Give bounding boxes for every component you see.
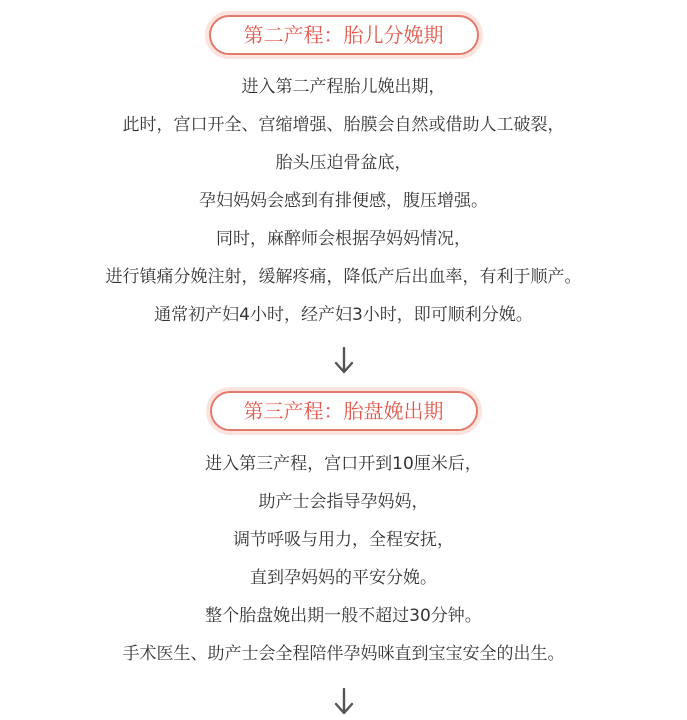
stage-2-line: 此时，宫口开全、宫缩增强、胎膜会自然或借助人工破裂， <box>122 115 565 135</box>
stage-3-line: 进入第三产程，宫口开到10厘米后， <box>205 454 482 474</box>
stage-2-line: 进入第二产程胎儿娩出期， <box>241 77 446 97</box>
stage-3-line: 整个胎盘娩出期一般不超过30分钟。 <box>205 606 482 626</box>
stage-3-description <box>0 445 687 673</box>
stage-2-line: 通常初产妇4小时，经产妇3小时，即可顺利分娩。 <box>154 305 533 325</box>
stage-2-title-pill <box>209 15 479 55</box>
stage-3-title: 第三产程：胎盘娩出期 <box>243 399 444 423</box>
stage-3-line: 助产士会指导孕妈妈， <box>258 492 429 512</box>
stage-2-description <box>0 68 687 334</box>
stage-2-title: 第二产程：胎儿分娩期 <box>243 23 444 47</box>
stage-3-line: 调节呼吸与用力，全程安抚， <box>233 530 454 550</box>
stage-3-title-pill <box>210 391 478 431</box>
stage-3-line: 手术医生、助产士会全程陪伴孕妈咪直到宝宝安全的出生。 <box>122 644 565 664</box>
stage-2-line: 进行镇痛分娩注射，缓解疼痛，降低产后出血率，有利于顺产。 <box>105 267 582 287</box>
stage-2-line: 同时，麻醉师会根据孕妈妈情况， <box>216 229 471 249</box>
stage-2-line: 孕妇妈妈会感到有排便感，腹压增强。 <box>199 191 488 211</box>
arrow-down-icon <box>334 347 354 375</box>
stage-2-line: 胎头压迫骨盆底， <box>275 153 412 173</box>
arrow-down-icon <box>334 688 354 716</box>
stage-3-line: 直到孕妈妈的平安分娩。 <box>250 568 437 588</box>
